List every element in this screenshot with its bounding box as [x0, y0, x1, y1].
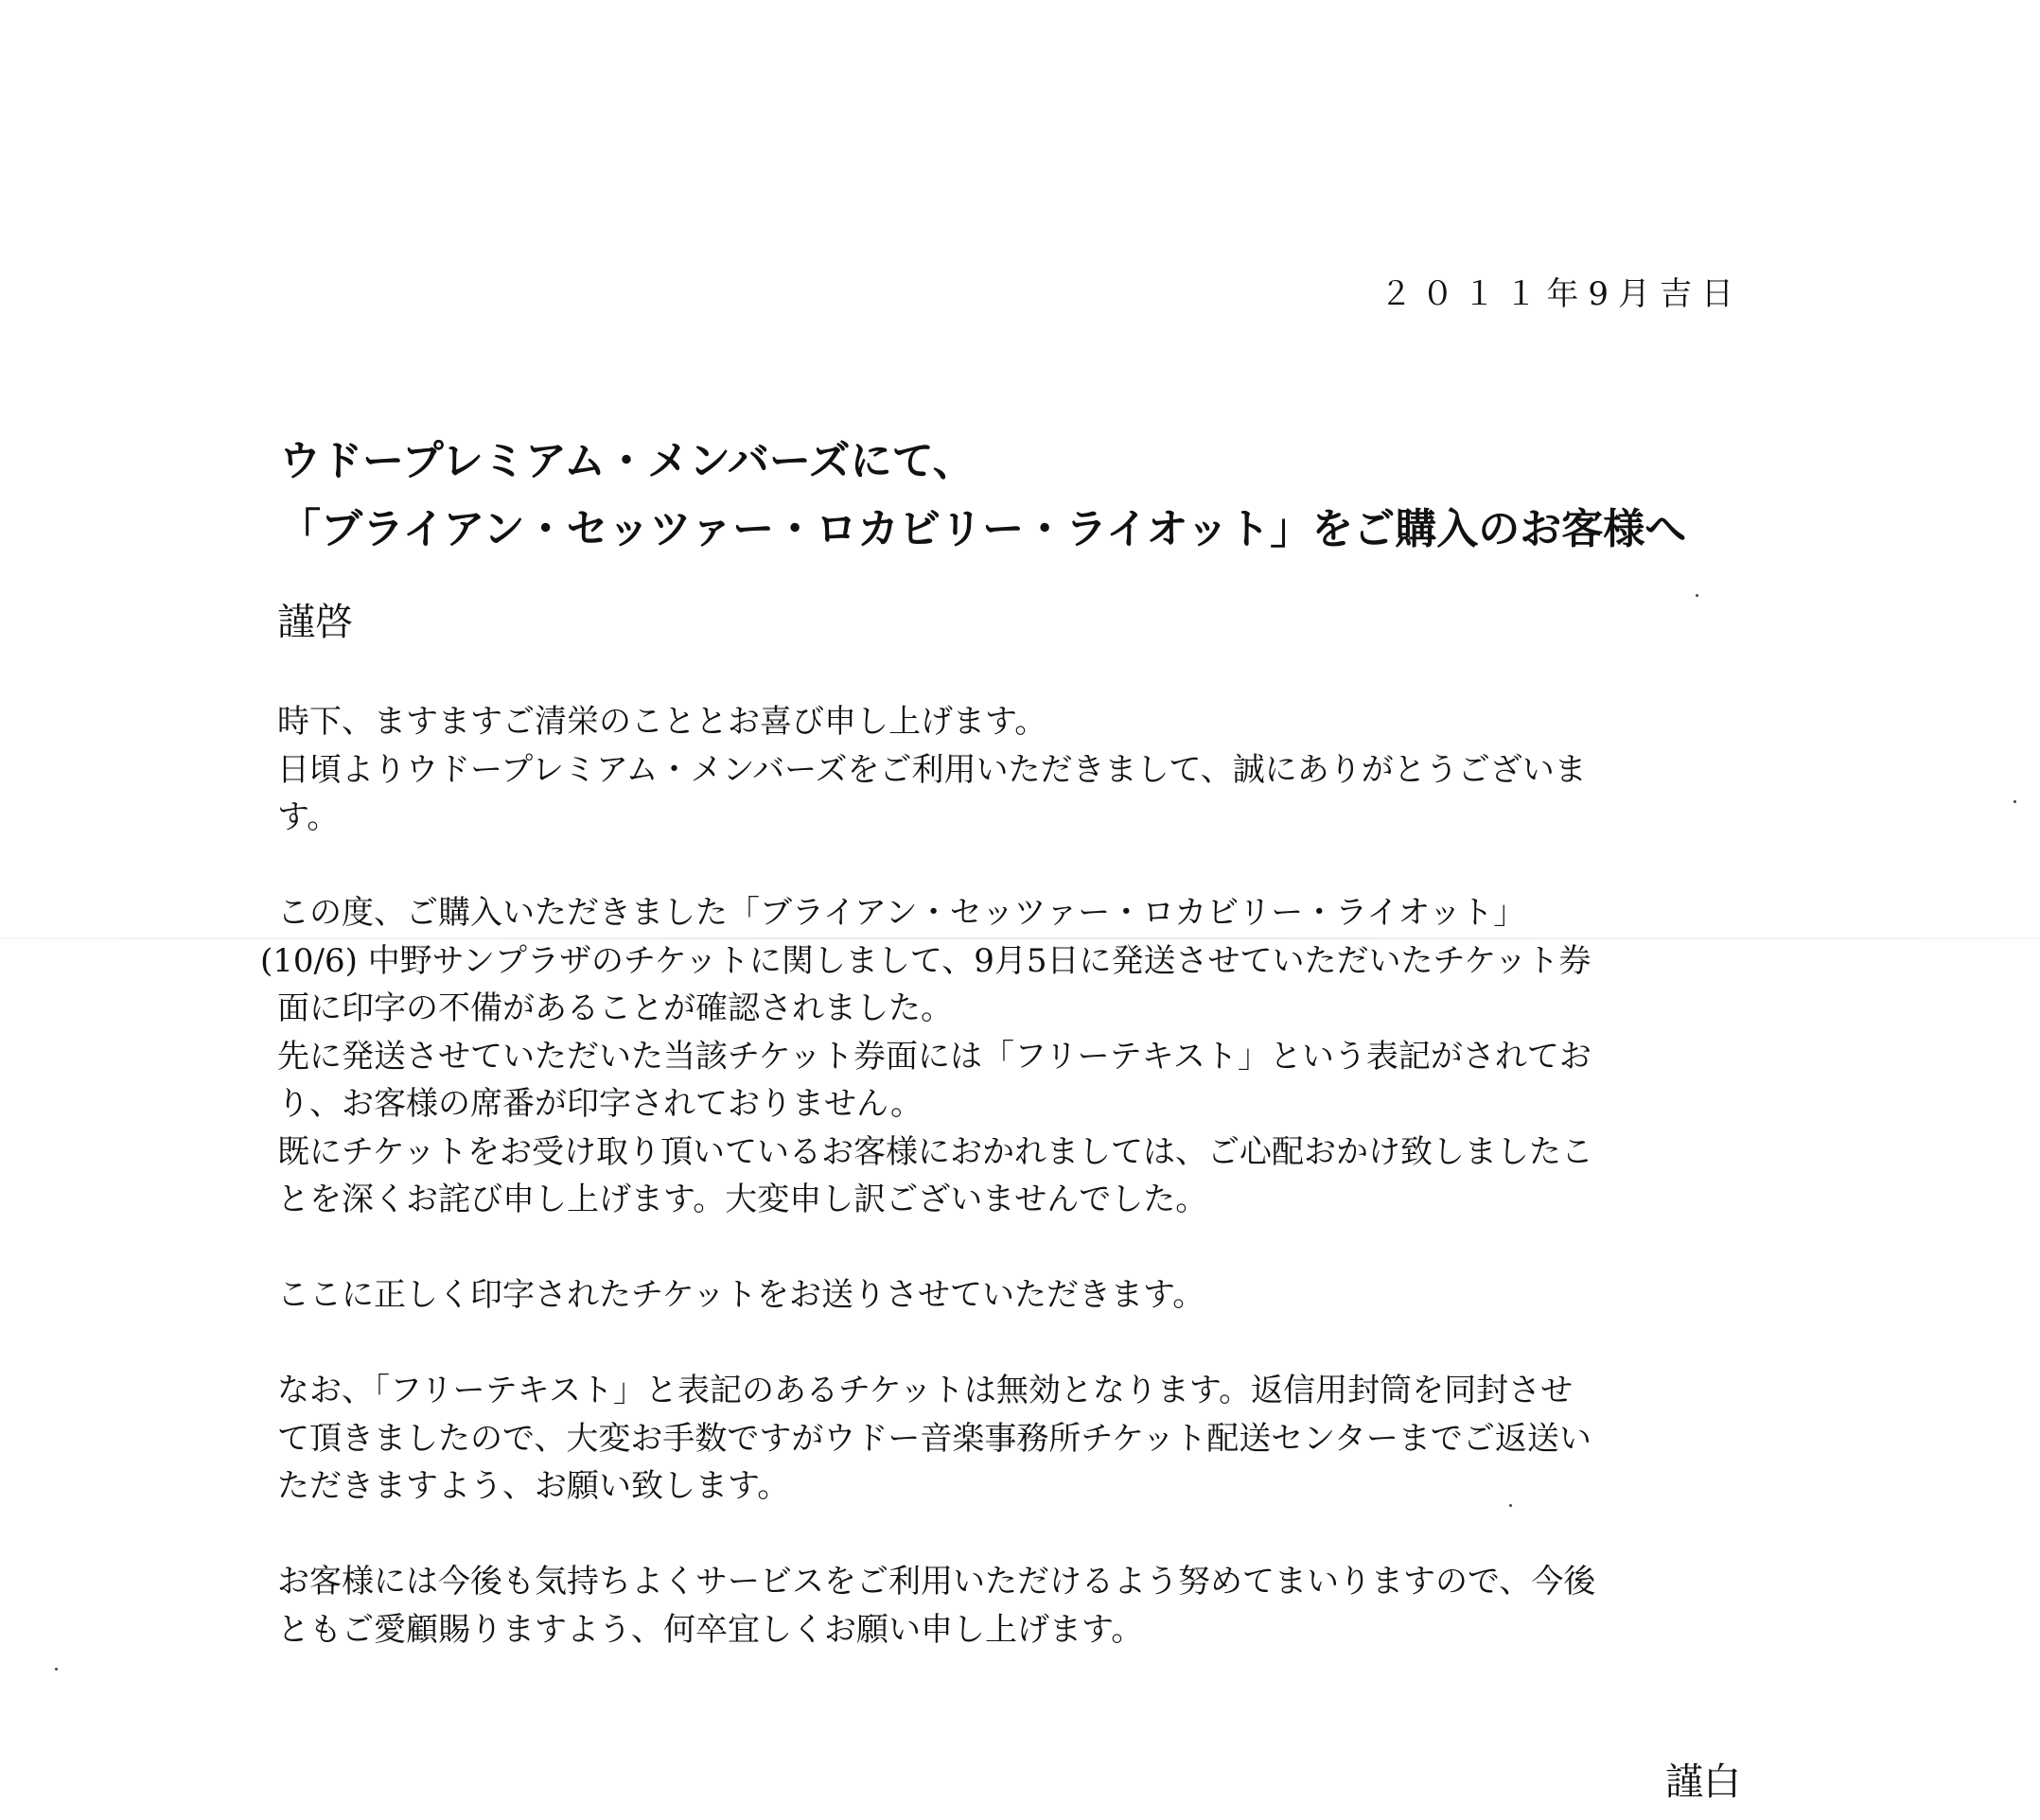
body-line: ともご愛顧賜りますよう、何卒宜しくお願い申し上げます。: [277, 1610, 1144, 1649]
letter-addressee: [279, 428, 1755, 564]
body-line: て頂きましたので、大変お手数ですがウドー音楽事務所チケット配送センターまでご返送い: [277, 1419, 1592, 1458]
body-line: 面に印字の不備があることが確認されました。: [277, 989, 953, 1027]
body-line: ただきますよう、お願い致します。: [277, 1467, 790, 1505]
letter-body: [260, 698, 1753, 1654]
scan-speck: [1696, 594, 1698, 597]
body-line: ここに正しく印字されたチケットをお送りさせていただきます。: [277, 1276, 1205, 1314]
addressee-line: ウドープレミアム・メンバーズにて、: [279, 437, 975, 485]
body-line: (10/6) 中野サンプラザのチケットに関しまして、9月5日に発送させていただいたチケット券: [260, 941, 1592, 980]
addressee-line: 「ブライアン・セッツァー・ロカビリー・ライオット」をご購入のお客様へ: [279, 505, 1687, 553]
body-line: 時下、ますますご清栄のこととお喜び申し上げます。: [277, 703, 1047, 741]
letter-date: ２０１１年9月吉日: [1380, 275, 1743, 313]
body-line: なお、「フリーテキスト」と表記のあるチケットは無効となります。返信用封筒を同封させ: [277, 1372, 1574, 1409]
body-line: す。: [277, 798, 340, 836]
body-line: お客様には今後も気持ちよくサービスをご利用いただけるよう努めてまいりますので、今後: [277, 1563, 1596, 1601]
body-line: 先に発送させていただいた当該チケット券面には「フリーテキスト」という表記がされてお: [277, 1037, 1592, 1076]
paragraph-gap: [277, 842, 1753, 890]
paragraph-gap: [277, 1511, 1753, 1559]
paragraph-gap: [277, 1320, 1753, 1368]
scan-speck: [2014, 800, 2016, 803]
body-line: 日頃よりウドープレミアム・メンバーズをご利用いただきまして、誠にありがとうございま: [277, 750, 1587, 789]
body-line: 既にチケットをお受け取り頂いているお客様におかれましては、ご心配おかけ致しましたこ: [277, 1132, 1593, 1171]
paragraph-gap: [277, 1224, 1753, 1272]
body-line: この度、ご購入いただきました「ブライアン・セッツァー・ロカビリー・ライオット」: [277, 894, 1526, 932]
body-line: り、お客様の席番が印字されておりません。: [277, 1085, 923, 1123]
letter-salutation: 謹啓: [277, 601, 353, 644]
letter-closing: 謹白: [1665, 1760, 1741, 1804]
scan-speck: [55, 1668, 58, 1671]
body-line: とを深くお詫び申し上げます。大変申し訳ございませんでした。: [277, 1181, 1208, 1218]
